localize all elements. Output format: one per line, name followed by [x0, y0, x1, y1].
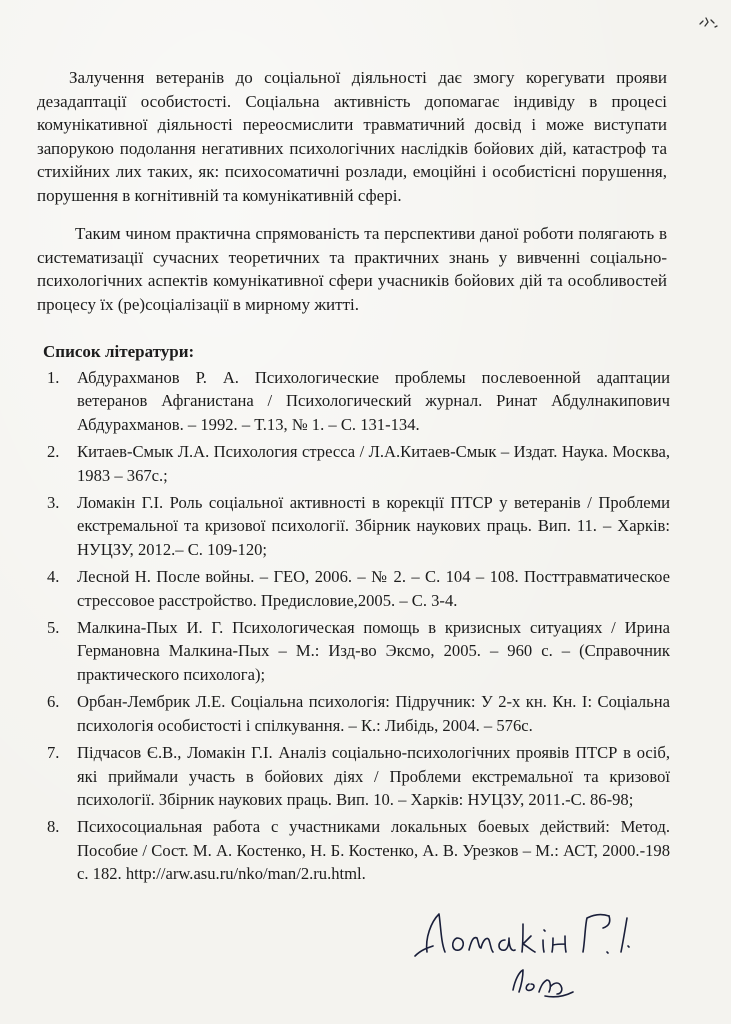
reference-text: Китаев-Смык Л.А. Психология стресса / Л.А.Китаев-Смык – Издат. Наука. Москва, 1983 – 367с.; — [77, 442, 670, 485]
body-paragraph-2: Таким чином практична спрямованість та перспективи даної роботи полягають в систематизації сучасних теоретичних та практичних знань у вивченні соціально-психологічних аспектів комунікативної сфери учасників бойових дій та особливостей процесу їх (ре)соціалізації в мирному житті. — [37, 224, 667, 314]
reference-item — [40, 491, 670, 561]
references-list — [40, 366, 670, 890]
reference-text: Лесной Н. После войны. – ГЕО, 2006. – № 2. – С. 104 – 108. Посттравматическое стрессовое расстройство. Предисловие,2005. – С. 3-4. — [77, 567, 670, 610]
scan-speck-mark — [697, 14, 721, 34]
reference-text: Психосоциальная работа с участниками локальных боевых действий: Метод. Пособие / Сост. М. А. Костенко, Н. Б. Костенко, А. В. Урезков – М.: АСТ, 2000.-198 с. 182. http://arw.asu.ru/nko/man/2.ru.html. — [77, 817, 670, 884]
reference-text: Абдурахманов Р. А. Психологические проблемы послевоенной адаптации ветеранов Афганистана / Психологический журнал. Ринат Абдулнакипович Абдурахманов. – 1992. – Т.13, № 1. – С. 131-134. — [77, 368, 670, 434]
reference-number: 7. — [47, 743, 60, 763]
references-heading: Список літератури: — [43, 342, 195, 361]
reference-number: 8. — [47, 817, 60, 837]
reference-item — [40, 815, 670, 885]
reference-item — [40, 690, 670, 737]
reference-text: Орбан-Лембрик Л.Е. Соціальна психологія: Підручник: У 2-х кн. Кн. І: Соціальна психологія особистості і спілкування. – К.: Либідь, 2004. – 576с. — [77, 692, 670, 735]
reference-number: 4. — [47, 567, 60, 587]
reference-item — [40, 616, 670, 686]
reference-item — [40, 366, 670, 436]
reference-text: Малкина-Пых И. Г. Психологическая помощь в кризисных ситуациях / Ирина Германовна Малкина-Пых – М.: Изд-во Эксмо, 2005. – 960 с. – (Справочник практического психолога); — [77, 618, 670, 684]
reference-text: Підчасов Є.В., Ломакін Г.І. Аналіз соціально-психологічних проявів ПТСР в осіб, які приймали участь в бойових діях / Проблеми екстремальної та кризової психології. Збірник наукових праць. Вип. 10. – Харків: НУЦЗУ, 2011.-С. 86-98; — [77, 743, 670, 809]
reference-item — [40, 741, 670, 811]
body-paragraph-1: Залучення ветеранів до соціальної діяльності дає змогу корегувати прояви дезадаптації особистості. Соціальна активність допомагає індивіду в процесі комунікативної діяльності переосмислити травматичний досвід і може виступати запорукою подолання негативних психологічних наслідків бойових дій, катастроф та стихійних лих таких, як: психосоматичні розлади, емоційні і особистісні порушення, порушення в когнітивній та комунікативній сфері. — [37, 68, 667, 205]
reference-text: Ломакін Г.І. Роль соціальної активності в корекції ПТСР у ветеранів / Проблеми екстремальної та кризової психології. Збірник наукових праць. Вип. 11. – Харків: НУЦЗУ, 2012.– С. 109-120; — [77, 493, 670, 559]
reference-number: 2. — [47, 442, 60, 462]
reference-number: 5. — [47, 618, 60, 638]
handwritten-signature — [405, 900, 645, 1010]
reference-number: 1. — [47, 368, 60, 387]
reference-number: 3. — [47, 493, 60, 513]
reference-item — [40, 565, 670, 612]
reference-number: 6. — [47, 692, 60, 712]
reference-item — [40, 440, 670, 487]
